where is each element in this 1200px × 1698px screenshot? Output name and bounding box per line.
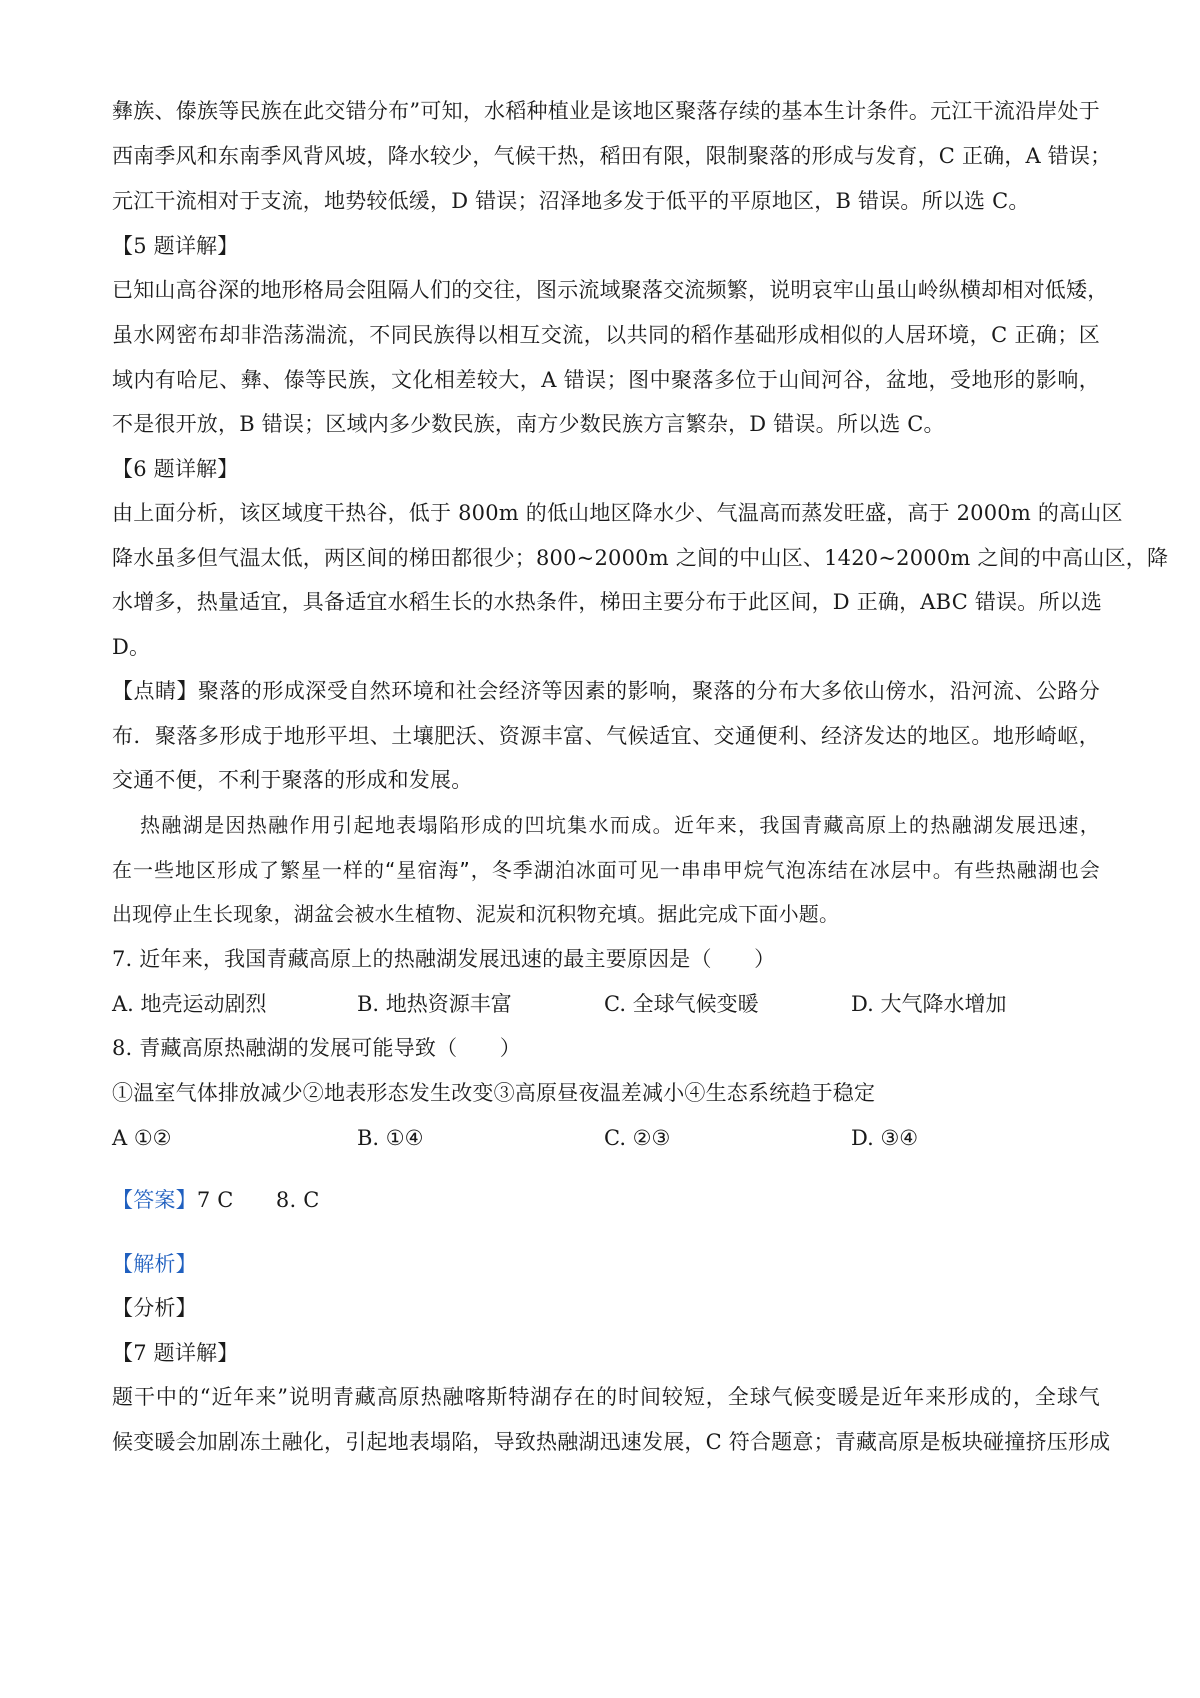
text-line: 由上面分析，该区域度干热谷，低于 800m 的低山地区降水少、气温高而蒸发旺盛，高于 2000m 的高山区 <box>112 501 1123 525</box>
answer-line <box>112 1186 1100 1214</box>
answer-value: 7 C 8. C <box>196 1188 320 1212</box>
question-7-stem: 7. 近年来，我国青藏高原上的热融湖发展迅速的最主要原因是（ ） <box>112 947 776 971</box>
analysis-label: 【解析】 <box>112 1252 197 1276</box>
text-line: 彝族、傣族等民族在此交错分布”可知，水稻种植业是该地区聚落存续的基本生计条件。元江干流沿岸处于 <box>112 99 1100 123</box>
q8-option-c: C. ②③ <box>604 1126 671 1150</box>
section-heading-q6: 【6 题详解】 <box>112 457 239 481</box>
text-line: 已知山高谷深的地形格局会阻隔人们的交往，图示流域聚落交流频繁，说明哀牢山虽山岭纵横却相对低矮， <box>112 278 1109 302</box>
q7-option-a: A. 地壳运动剧烈 <box>112 992 267 1016</box>
key-point-line: 【点睛】聚落的形成深受自然环境和社会经济等因素的影响，聚落的分布大多依山傍水，沿河流、公路分 <box>112 679 1100 703</box>
q8-option-d: D. ③④ <box>851 1126 919 1150</box>
text-line: 域内有哈尼、彝、傣等民族，文化相差较大，A 错误；图中聚落多位于山间河谷，盆地，受地形的影响， <box>112 368 1100 392</box>
key-point-line: 布．聚落多形成于地形平坦、土壤肥沃、资源丰富、气候适宜、交通便利、经济发达的地区。地形崎岖， <box>112 724 1100 748</box>
text-line: 降水虽多但气温太低，两区间的梯田都很少；800~2000m 之间的中山区、1420~2000m 之间的中高山区，降 <box>112 546 1169 570</box>
passage-line: 出现停止生长现象，湖盆会被水生植物、泥炭和沉积物充填。据此完成下面小题。 <box>112 902 840 926</box>
text-line: D。 <box>112 635 151 659</box>
text-line: 候变暖会加剧冻土融化，引起地表塌陷，导致热融湖迅速发展，C 符合题意；青藏高原是板块碰撞挤压形成 <box>112 1430 1111 1454</box>
text-line: 元江干流相对于支流，地势较低缓，D 错误；沼泽地多发于低平的平原地区，B 错误。所以选 C。 <box>112 189 1030 213</box>
analysis-subheading: 【分析】 <box>112 1296 197 1320</box>
key-point-line: 交通不便，不利于聚落的形成和发展。 <box>112 768 473 792</box>
q7-option-d: D. 大气降水增加 <box>851 992 1007 1016</box>
text-line: 西南季风和东南季风背风坡，降水较少，气候干热，稻田有限，限制聚落的形成与发育，C 正确，A 错误； <box>112 144 1112 168</box>
q7-option-b: B. 地热资源丰富 <box>357 992 512 1016</box>
q8-option-b: B. ①④ <box>357 1126 424 1150</box>
section-heading-q5: 【5 题详解】 <box>112 234 239 258</box>
q8-option-a: A ①② <box>112 1126 172 1150</box>
text-line: 水增多，热量适宜，具备适宜水稻生长的水热条件，梯田主要分布于此区间，D 正确，ABC 错误。所以选 <box>112 590 1103 614</box>
passage-line: 在一些地区形成了繁星一样的“星宿海”，冬季湖泊冰面可见一串串甲烷气泡冻结在冰层中。有些热融湖也会 <box>112 858 1100 882</box>
question-8-stem: 8. 青藏高原热融湖的发展可能导致（ ） <box>112 1036 521 1060</box>
passage-line: 热融湖是因热融作用引起地表塌陷形成的凹坑集水而成。近年来，我国青藏高原上的热融湖发展迅速， <box>140 813 1100 837</box>
section-heading-q7: 【7 题详解】 <box>112 1341 239 1365</box>
answer-label: 【答案】 <box>112 1188 197 1212</box>
question-8-statements: ①温室气体排放减少②地表形态发生改变③高原昼夜温差减小④生态系统趋于稳定 <box>112 1081 876 1105</box>
text-line: 不是很开放，B 错误；区域内多少数民族，南方少数民族方言繁杂，D 错误。所以选 C。 <box>112 412 945 436</box>
q7-option-c: C. 全球气候变暖 <box>604 992 759 1016</box>
text-line: 题干中的“近年来”说明青藏高原热融喀斯特湖存在的时间较短，全球气候变暖是近年来形成的，全球气 <box>112 1385 1100 1409</box>
text-line: 虽水网密布却非浩荡湍流，不同民族得以相互交流，以共同的稻作基础形成相似的人居环境，C 正确；区 <box>112 323 1100 347</box>
